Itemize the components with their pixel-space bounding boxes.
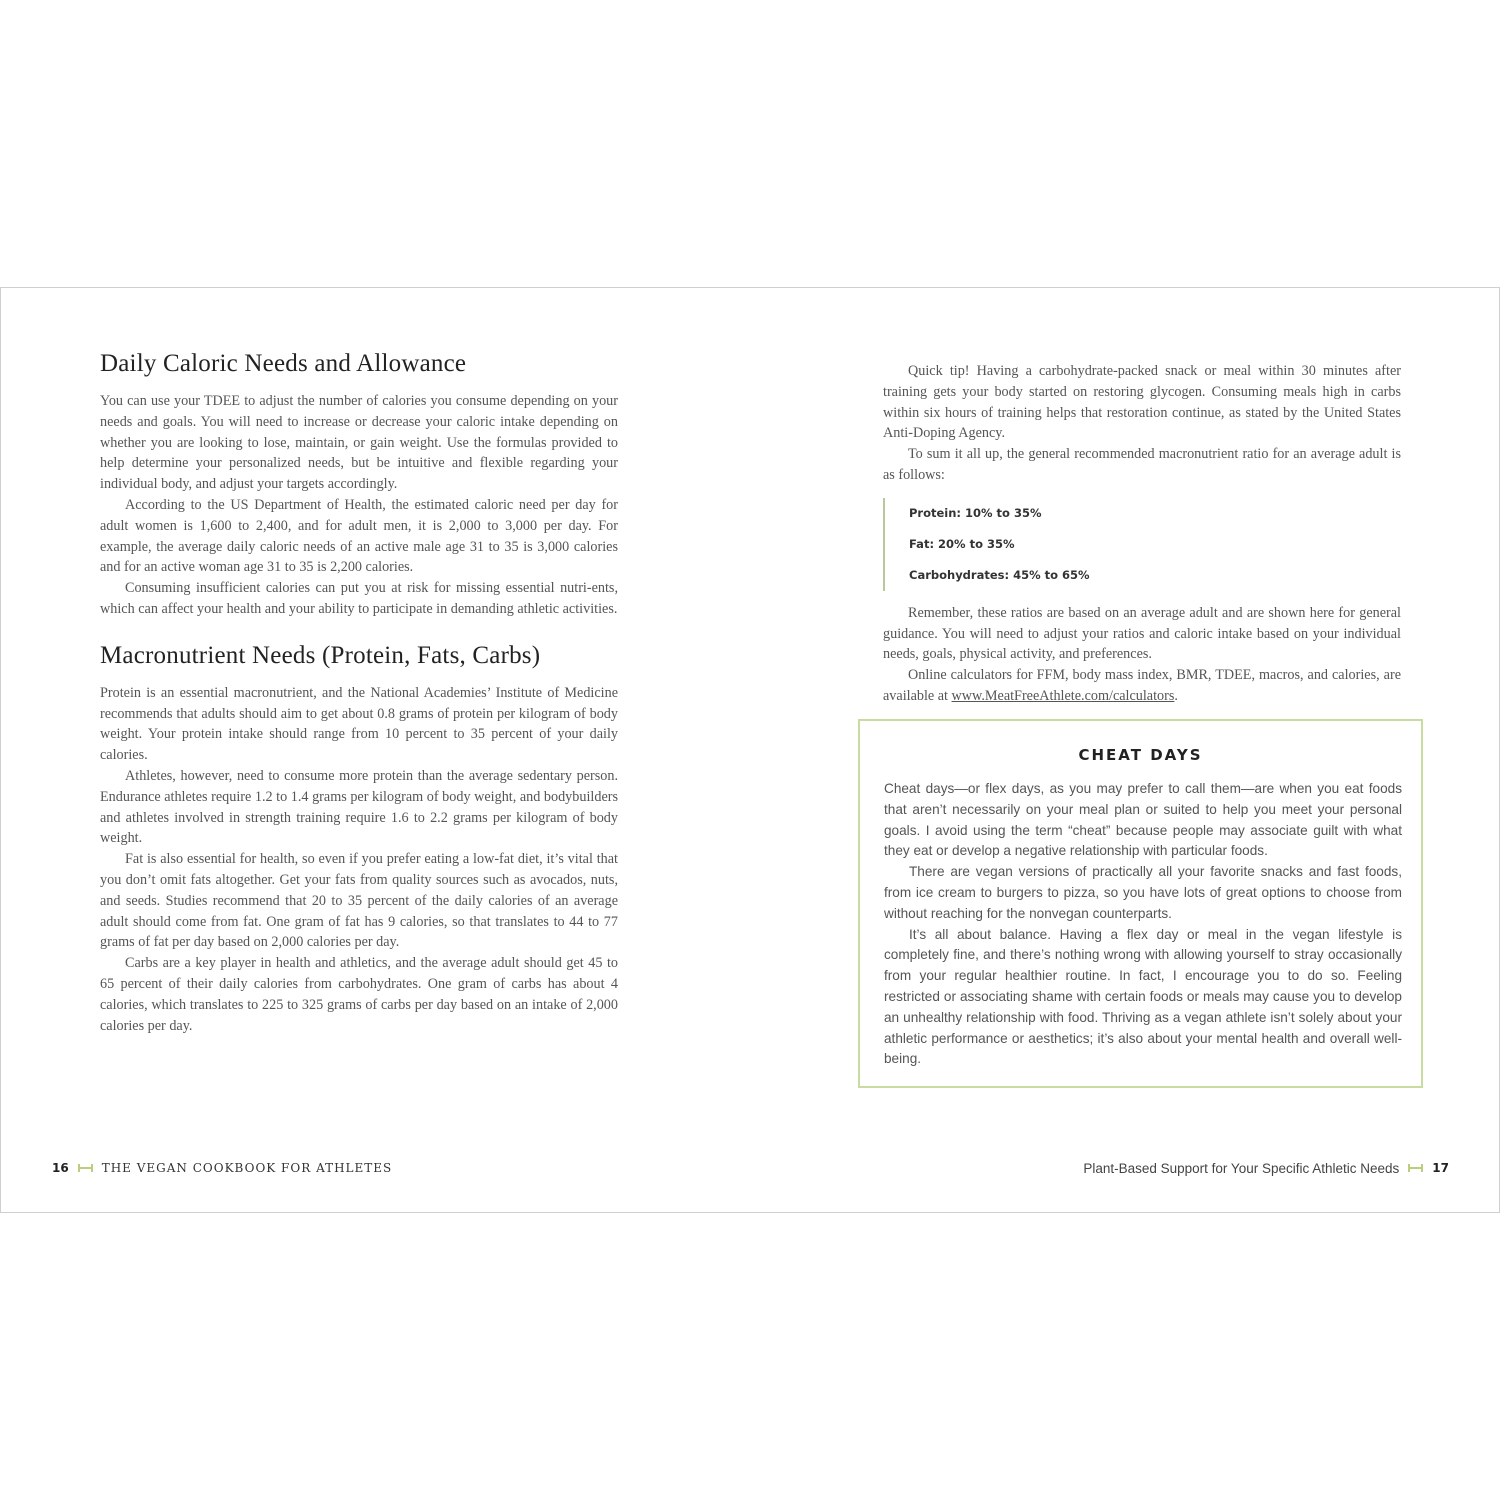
cheat-days-sidebar xyxy=(858,719,1423,1088)
running-head: THE VEGAN COOKBOOK FOR ATHLETES xyxy=(101,1161,393,1175)
sidebar-title: CHEAT DAYS xyxy=(1078,746,1203,764)
paragraph xyxy=(883,665,1401,707)
paragraph: Athletes, however, need to consume more protein than the average sedentary person. Endurance athletes require 1.2 to 1.4 grams per kilogram of body weight, and bodybuilders and athletes involved in strength training require 1.6 to 2.2 grams per kilogram of body weight. xyxy=(100,767,618,847)
calculators-link[interactable]: www.MeatFreeAthlete.com/calculators xyxy=(951,687,1175,704)
paragraph-punctuation: . xyxy=(1174,687,1178,704)
book-spread xyxy=(0,287,1500,1213)
paragraph: Protein is an essential macronutrient, and the National Academies’ Institute of Medicine recommends that adults should aim to get about 0.8 grams of protein per kilogram of body weight. Your protein intake should range from 10 percent to 35 percent of your daily calories. xyxy=(100,684,618,764)
paragraph: According to the US Department of Health, the estimated caloric need per day for adult women is 1,600 to 2,400, and for adult men, it is 2,000 to 3,000 per day. For example, the average daily caloric needs of an active male age 31 to 35 is 3,000 calories and for an active woman age 31 to 35 is 2,200 calories. xyxy=(100,496,618,576)
paragraph: Carbs are a key player in health and athletics, and the average adult should get 45 to 65 percent of their daily calories from carbohydrates. One gram of carbs has about 4 calories, which translates to 225 to 325 grams of carbs per day based on an intake of 2,000 calories per day. xyxy=(100,955,618,1034)
paragraph: To sum it all up, the general recommended macronutrient ratio for an average adult is as follows: xyxy=(883,446,1401,483)
paragraph: Remember, these ratios are based on an average adult and are shown here for general guidance. You will need to adjust your ratios and caloric intake based on your individual needs, goals, physical activity, and preferences. xyxy=(883,604,1401,663)
dumbbell-icon xyxy=(77,1163,94,1173)
running-head: Plant-Based Support for Your Specific Athletic Needs xyxy=(1083,1160,1400,1176)
paragraph-text: Online calculators for FFM, body mass index, BMR, TDEE, macros, and calories, are available at xyxy=(883,667,1401,704)
section-heading-macronutrient-needs: Macronutrient Needs (Protein, Fats, Carbs) xyxy=(100,641,541,669)
list-item: Fat: 20% to 35% xyxy=(909,536,1015,551)
paragraph: There are vegan versions of practically all your favorite snacks and fast foods, from ice cream to burgers to pizza, so you have lots of great options to choose from without reaching for the nonvegan counterparts. xyxy=(884,864,1402,921)
list-item: Protein: 10% to 35% xyxy=(909,505,1042,520)
page-number: 16 xyxy=(52,1161,69,1175)
macronutrient-ratio-list xyxy=(883,498,1401,591)
right-page-footer xyxy=(1083,1158,1449,1178)
page-number: 17 xyxy=(1432,1161,1449,1175)
dumbbell-icon xyxy=(1407,1163,1424,1173)
list-item: Carbohydrates: 45% to 65% xyxy=(909,567,1090,582)
left-page-column xyxy=(100,350,618,1036)
right-page-column xyxy=(883,361,1401,707)
section-heading-caloric-needs: Daily Caloric Needs and Allowance xyxy=(100,350,467,377)
paragraph: It’s all about balance. Having a flex day or meal in the vegan lifestyle is completely fine, and there’s nothing wrong with allowing yourself to stray occasionally from your regular healthier routine. In fact, I encourage you to do so. Feeling restricted or associating shame with certain foods or meals may cause you to develop an unhealthy relationship with food. Thriving as a vegan athlete isn’t solely about your athletic performance or aesthetics; it’s also about your mental health and overall well-being. xyxy=(884,926,1402,1067)
paragraph: Fat is also essential for health, so even if you prefer eating a low-fat diet, it’s vital that you don’t omit fats altogether. Get your fats from quality sources such as avocados, nuts, and seeds. Studies recommend that 20 to 35 percent of the daily calories of an average adult should come from fat. One gram of fat has 9 calories, so that translates to 44 to 77 grams of fat per day based on 2,000 calories per day. xyxy=(100,851,618,951)
paragraph: You can use your TDEE to adjust the number of calories you consume depending on your needs and goals. You will need to increase or decrease your caloric intake depending on whether you are looking to lose, maintain, or gain weight. Use the formulas provided to help determine your personalized needs, but be intuitive and flexible regarding your individual body, and adjust your targets accordingly. xyxy=(100,393,618,493)
paragraph: Consuming insufficient calories can put you at risk for missing essential nutri-ents, which can affect your health and your ability to participate in demanding athletic activities. xyxy=(100,580,618,617)
paragraph: Quick tip! Having a carbohydrate-packed snack or meal within 30 minutes after training gets your body started on restoring glycogen. Consuming meals high in carbs within six hours of training helps that restoration continue, as stated by the United States Anti-Doping Agency. xyxy=(883,363,1401,442)
paragraph: Cheat days—or flex days, as you may prefer to call them—are when you eat foods that aren’t necessarily on your meal plan or suited to help you meet your personal goals. I avoid using the term “cheat” because people may associate guilt with what they eat or develop a negative relationship with particular foods. xyxy=(884,781,1402,859)
sidebar-body xyxy=(884,779,1402,1070)
left-page-footer xyxy=(52,1158,392,1178)
